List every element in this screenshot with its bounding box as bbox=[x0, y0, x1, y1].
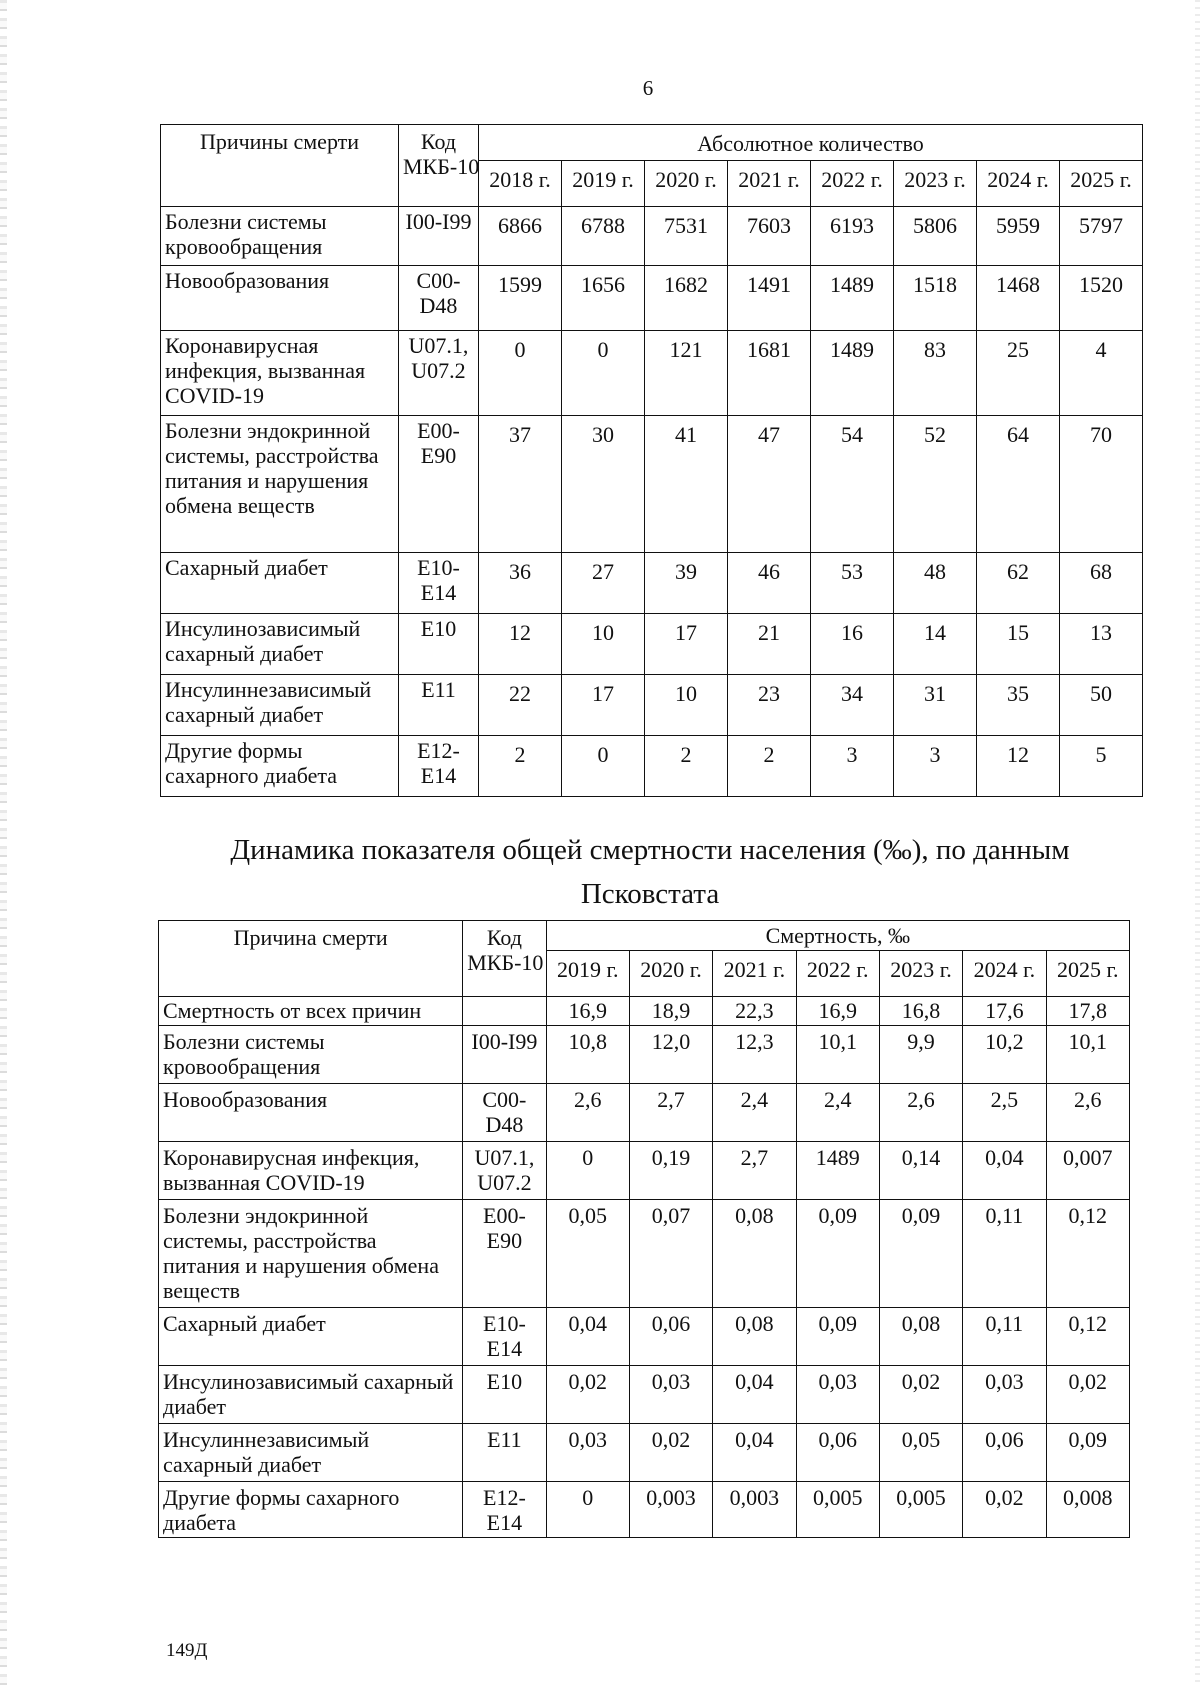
cause-cell: Другие формы сахарного диабета bbox=[159, 1482, 463, 1538]
value-cell: 64 bbox=[977, 416, 1060, 553]
value-cell: 1681 bbox=[728, 331, 811, 416]
value-cell: 1656 bbox=[562, 266, 645, 331]
value-cell: 10,2 bbox=[963, 1026, 1046, 1084]
year-header: 2019 г. bbox=[546, 951, 629, 997]
value-cell: 0,14 bbox=[879, 1142, 962, 1200]
cause-cell: Сахарный диабет bbox=[161, 553, 399, 614]
table-row bbox=[161, 331, 1143, 416]
value-cell: 36 bbox=[479, 553, 562, 614]
value-cell: 30 bbox=[562, 416, 645, 553]
value-cell: 25 bbox=[977, 331, 1060, 416]
value-cell: 53 bbox=[811, 553, 894, 614]
icd-code-cell: E10 bbox=[463, 1366, 546, 1424]
table-row bbox=[159, 1026, 1130, 1084]
icd-code-cell: E10-E14 bbox=[463, 1308, 546, 1366]
value-cell: 5806 bbox=[894, 207, 977, 266]
icd-code-cell: E00-E90 bbox=[399, 416, 479, 553]
value-cell: 17,8 bbox=[1046, 997, 1129, 1026]
value-cell: 0,03 bbox=[963, 1366, 1046, 1424]
value-cell: 1489 bbox=[811, 266, 894, 331]
value-cell: 0,04 bbox=[713, 1424, 796, 1482]
cause-cell: Болезни эндокринной системы, расстройства питания и нарушения обмена веществ bbox=[159, 1200, 463, 1308]
table-row bbox=[161, 207, 1143, 266]
cause-cell: Инсулинозависимый сахарный диабет bbox=[159, 1366, 463, 1424]
value-cell: 17,6 bbox=[963, 997, 1046, 1026]
table-row bbox=[161, 553, 1143, 614]
value-cell: 17 bbox=[645, 614, 728, 675]
value-cell: 2 bbox=[645, 736, 728, 797]
table-row bbox=[159, 1142, 1130, 1200]
value-cell: 5959 bbox=[977, 207, 1060, 266]
value-cell: 0,08 bbox=[879, 1308, 962, 1366]
value-cell: 0,02 bbox=[1046, 1366, 1129, 1424]
icd-code-cell: E11 bbox=[463, 1424, 546, 1482]
cause-cell: Новообразования bbox=[159, 1084, 463, 1142]
value-cell: 48 bbox=[894, 553, 977, 614]
cause-cell: Болезни системы кровообращения bbox=[161, 207, 399, 266]
value-cell: 6788 bbox=[562, 207, 645, 266]
icd-code-cell: E10-E14 bbox=[399, 553, 479, 614]
table-row bbox=[161, 736, 1143, 797]
year-header: 2023 г. bbox=[894, 161, 977, 207]
value-cell: 4 bbox=[1060, 331, 1143, 416]
cause-cell: Коронавирусная инфекция, вызванная COVID-19 bbox=[161, 331, 399, 416]
value-cell: 13 bbox=[1060, 614, 1143, 675]
value-cell: 0,06 bbox=[963, 1424, 1046, 1482]
value-cell: 1518 bbox=[894, 266, 977, 331]
section-title: Динамика показателя общей смертности населения (‰), по данным bbox=[230, 834, 1070, 866]
table-row bbox=[159, 997, 1130, 1026]
value-cell: 1489 bbox=[796, 1142, 879, 1200]
header-code: Код МКБ-10 bbox=[399, 125, 479, 207]
value-cell: 0,003 bbox=[713, 1482, 796, 1538]
absolute-count-table bbox=[160, 124, 1143, 797]
page-number: 6 bbox=[642, 76, 654, 100]
icd-code-cell: E12-E14 bbox=[463, 1482, 546, 1538]
value-cell: 70 bbox=[1060, 416, 1143, 553]
value-cell: 1489 bbox=[811, 331, 894, 416]
value-cell: 62 bbox=[977, 553, 1060, 614]
icd-code-cell: I00-I99 bbox=[399, 207, 479, 266]
cause-cell: Сахарный диабет bbox=[159, 1308, 463, 1366]
header-absolute-count: Абсолютное количество bbox=[479, 125, 1143, 161]
cause-cell: Смертность от всех причин bbox=[159, 997, 463, 1026]
year-header: 2021 г. bbox=[713, 951, 796, 997]
icd-code-cell: C00-D48 bbox=[463, 1084, 546, 1142]
value-cell: 12,0 bbox=[629, 1026, 712, 1084]
value-cell: 10,1 bbox=[1046, 1026, 1129, 1084]
value-cell: 0,03 bbox=[796, 1366, 879, 1424]
value-cell: 27 bbox=[562, 553, 645, 614]
cause-cell: Другие формы сахарного диабета bbox=[161, 736, 399, 797]
value-cell: 15 bbox=[977, 614, 1060, 675]
header-cause: Причина смерти bbox=[159, 921, 463, 997]
value-cell: 39 bbox=[645, 553, 728, 614]
value-cell: 21 bbox=[728, 614, 811, 675]
value-cell: 0,005 bbox=[879, 1482, 962, 1538]
icd-code-cell: E00-E90 bbox=[463, 1200, 546, 1308]
icd-code-cell: U07.1, U07.2 bbox=[463, 1142, 546, 1200]
table-row bbox=[159, 1366, 1130, 1424]
value-cell: 12 bbox=[479, 614, 562, 675]
value-cell: 16,8 bbox=[879, 997, 962, 1026]
value-cell: 50 bbox=[1060, 675, 1143, 736]
value-cell: 0,09 bbox=[1046, 1424, 1129, 1482]
value-cell: 22 bbox=[479, 675, 562, 736]
value-cell: 16 bbox=[811, 614, 894, 675]
value-cell: 52 bbox=[894, 416, 977, 553]
value-cell: 10 bbox=[562, 614, 645, 675]
value-cell: 2,6 bbox=[1046, 1084, 1129, 1142]
value-cell: 41 bbox=[645, 416, 728, 553]
value-cell: 0,05 bbox=[879, 1424, 962, 1482]
table-row bbox=[161, 614, 1143, 675]
value-cell: 0,06 bbox=[796, 1424, 879, 1482]
value-cell: 0 bbox=[562, 736, 645, 797]
cause-cell: Коронавирусная инфекция, вызванная COVID-19 bbox=[159, 1142, 463, 1200]
value-cell: 1491 bbox=[728, 266, 811, 331]
value-cell: 1599 bbox=[479, 266, 562, 331]
mortality-rate-table bbox=[158, 920, 1130, 1538]
value-cell: 0,02 bbox=[629, 1424, 712, 1482]
value-cell: 121 bbox=[645, 331, 728, 416]
cause-cell: Инсулиннезависимый сахарный диабет bbox=[161, 675, 399, 736]
cause-cell: Инсулинозависимый сахарный диабет bbox=[161, 614, 399, 675]
value-cell: 18,9 bbox=[629, 997, 712, 1026]
value-cell: 46 bbox=[728, 553, 811, 614]
value-cell: 10,1 bbox=[796, 1026, 879, 1084]
value-cell: 0 bbox=[546, 1482, 629, 1538]
cause-cell: Болезни эндокринной системы, расстройства питания и нарушения обмена веществ bbox=[161, 416, 399, 553]
value-cell: 2 bbox=[479, 736, 562, 797]
value-cell: 0,11 bbox=[963, 1308, 1046, 1366]
year-header: 2023 г. bbox=[879, 951, 962, 997]
value-cell: 22,3 bbox=[713, 997, 796, 1026]
header-cause: Причины смерти bbox=[161, 125, 399, 207]
value-cell: 68 bbox=[1060, 553, 1143, 614]
value-cell: 34 bbox=[811, 675, 894, 736]
cause-cell: Новообразования bbox=[161, 266, 399, 331]
value-cell: 0,12 bbox=[1046, 1308, 1129, 1366]
icd-code-cell: I00-I99 bbox=[463, 1026, 546, 1084]
value-cell: 2 bbox=[728, 736, 811, 797]
section-title-continued: Псковстата bbox=[580, 878, 720, 910]
value-cell: 47 bbox=[728, 416, 811, 553]
table-row bbox=[159, 1084, 1130, 1142]
value-cell: 0,04 bbox=[713, 1366, 796, 1424]
value-cell: 2,7 bbox=[629, 1084, 712, 1142]
year-header: 2025 г. bbox=[1046, 951, 1129, 997]
year-header: 2022 г. bbox=[811, 161, 894, 207]
value-cell: 9,9 bbox=[879, 1026, 962, 1084]
table-row bbox=[161, 675, 1143, 736]
value-cell: 2,4 bbox=[796, 1084, 879, 1142]
value-cell: 0 bbox=[479, 331, 562, 416]
year-header: 2024 г. bbox=[977, 161, 1060, 207]
value-cell: 37 bbox=[479, 416, 562, 553]
value-cell: 31 bbox=[894, 675, 977, 736]
icd-code-cell: U07.1, U07.2 bbox=[399, 331, 479, 416]
value-cell: 0,02 bbox=[879, 1366, 962, 1424]
icd-code-cell: C00-D48 bbox=[399, 266, 479, 331]
year-header: 2018 г. bbox=[479, 161, 562, 207]
table-row bbox=[161, 416, 1143, 553]
value-cell: 0,003 bbox=[629, 1482, 712, 1538]
value-cell: 0,02 bbox=[963, 1482, 1046, 1538]
year-header: 2021 г. bbox=[728, 161, 811, 207]
value-cell: 0,005 bbox=[796, 1482, 879, 1538]
table-row bbox=[159, 1308, 1130, 1366]
value-cell: 2,6 bbox=[879, 1084, 962, 1142]
value-cell: 0,08 bbox=[713, 1308, 796, 1366]
cause-cell: Болезни системы кровообращения bbox=[159, 1026, 463, 1084]
value-cell: 3 bbox=[811, 736, 894, 797]
value-cell: 0,12 bbox=[1046, 1200, 1129, 1308]
value-cell: 0,04 bbox=[546, 1308, 629, 1366]
value-cell: 0,11 bbox=[963, 1200, 1046, 1308]
value-cell: 1468 bbox=[977, 266, 1060, 331]
value-cell: 0,03 bbox=[629, 1366, 712, 1424]
value-cell: 0,09 bbox=[796, 1200, 879, 1308]
icd-code-cell bbox=[463, 997, 546, 1026]
value-cell: 1520 bbox=[1060, 266, 1143, 331]
value-cell: 0,05 bbox=[546, 1200, 629, 1308]
value-cell: 2,7 bbox=[713, 1142, 796, 1200]
value-cell: 0,02 bbox=[546, 1366, 629, 1424]
table-row bbox=[159, 1424, 1130, 1482]
value-cell: 16,9 bbox=[546, 997, 629, 1026]
value-cell: 10,8 bbox=[546, 1026, 629, 1084]
value-cell: 83 bbox=[894, 331, 977, 416]
year-header: 2025 г. bbox=[1060, 161, 1143, 207]
value-cell: 23 bbox=[728, 675, 811, 736]
value-cell: 54 bbox=[811, 416, 894, 553]
cause-cell: Инсулиннезависимый сахарный диабет bbox=[159, 1424, 463, 1482]
value-cell: 2,6 bbox=[546, 1084, 629, 1142]
value-cell: 5 bbox=[1060, 736, 1143, 797]
table-row bbox=[159, 1482, 1130, 1538]
header-code: Код МКБ-10 bbox=[463, 921, 546, 997]
value-cell: 0,06 bbox=[629, 1308, 712, 1366]
value-cell: 6866 bbox=[479, 207, 562, 266]
value-cell: 0 bbox=[562, 331, 645, 416]
value-cell: 12 bbox=[977, 736, 1060, 797]
value-cell: 6193 bbox=[811, 207, 894, 266]
value-cell: 0,007 bbox=[1046, 1142, 1129, 1200]
document-code: 149Д bbox=[166, 1640, 208, 1661]
header-mortality-rate: Смертность, ‰ bbox=[546, 921, 1129, 951]
value-cell: 1682 bbox=[645, 266, 728, 331]
year-header: 2020 г. bbox=[629, 951, 712, 997]
value-cell: 5797 bbox=[1060, 207, 1143, 266]
value-cell: 7603 bbox=[728, 207, 811, 266]
year-header: 2019 г. bbox=[562, 161, 645, 207]
value-cell: 0,008 bbox=[1046, 1482, 1129, 1538]
value-cell: 2,5 bbox=[963, 1084, 1046, 1142]
value-cell: 0,03 bbox=[546, 1424, 629, 1482]
year-header: 2024 г. bbox=[963, 951, 1046, 997]
value-cell: 7531 bbox=[645, 207, 728, 266]
value-cell: 0,08 bbox=[713, 1200, 796, 1308]
value-cell: 17 bbox=[562, 675, 645, 736]
value-cell: 12,3 bbox=[713, 1026, 796, 1084]
year-header: 2020 г. bbox=[645, 161, 728, 207]
value-cell: 0,09 bbox=[879, 1200, 962, 1308]
value-cell: 0,09 bbox=[796, 1308, 879, 1366]
icd-code-cell: E12-E14 bbox=[399, 736, 479, 797]
icd-code-cell: E10 bbox=[399, 614, 479, 675]
value-cell: 2,4 bbox=[713, 1084, 796, 1142]
value-cell: 16,9 bbox=[796, 997, 879, 1026]
table-row bbox=[159, 1200, 1130, 1308]
value-cell: 3 bbox=[894, 736, 977, 797]
value-cell: 0,04 bbox=[963, 1142, 1046, 1200]
table-row bbox=[161, 266, 1143, 331]
value-cell: 0,19 bbox=[629, 1142, 712, 1200]
value-cell: 35 bbox=[977, 675, 1060, 736]
value-cell: 0 bbox=[546, 1142, 629, 1200]
icd-code-cell: E11 bbox=[399, 675, 479, 736]
value-cell: 0,07 bbox=[629, 1200, 712, 1308]
value-cell: 10 bbox=[645, 675, 728, 736]
value-cell: 14 bbox=[894, 614, 977, 675]
year-header: 2022 г. bbox=[796, 951, 879, 997]
